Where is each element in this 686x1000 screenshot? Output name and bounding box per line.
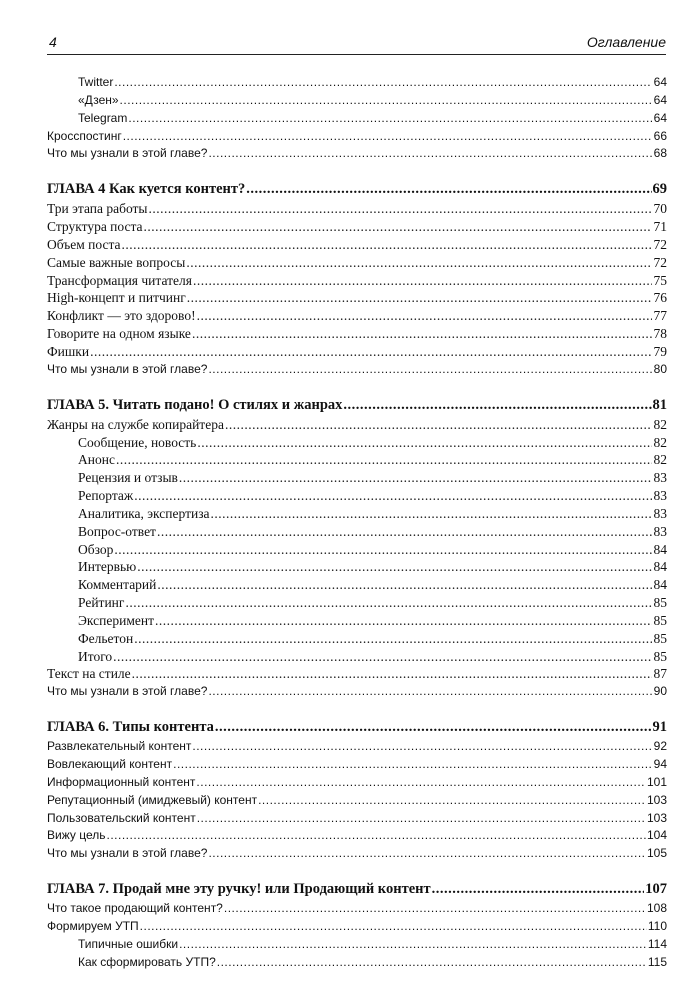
entry-title: Фельетон (78, 630, 134, 646)
entry-title: Текст на стиле (47, 666, 131, 682)
dot-leader (258, 792, 646, 810)
dot-leader (193, 272, 652, 290)
dot-leader (215, 716, 652, 738)
toc-entry (47, 434, 667, 452)
page-ref: 94 (653, 757, 667, 771)
page-ref: 72 (653, 254, 667, 270)
dot-leader (208, 683, 652, 701)
toc-entry (47, 756, 667, 774)
dot-leader (106, 827, 645, 845)
entry-title: Трансформация читателя (47, 272, 192, 288)
dot-leader (197, 434, 652, 452)
entry-title: Рейтинг (78, 595, 125, 611)
toc-chapter-entry (47, 394, 667, 416)
page-ref: 110 (647, 918, 667, 933)
dot-leader (173, 756, 652, 774)
toc-entry (47, 469, 667, 487)
entry-title: Сообщение, новость (78, 434, 197, 450)
dot-leader (134, 630, 652, 648)
toc-entry (47, 110, 667, 128)
dot-leader (179, 469, 652, 487)
toc-entry (47, 594, 667, 612)
page-ref: 70 (653, 201, 667, 217)
entry-title: Объем поста (47, 236, 121, 252)
entry-title: Конфликт — это здорово! (47, 308, 196, 324)
page-ref: 66 (653, 128, 667, 143)
page-ref: 68 (653, 146, 667, 161)
page-ref: 82 (653, 434, 667, 450)
dot-leader (144, 218, 652, 236)
toc-entry (47, 272, 667, 290)
dot-leader (187, 289, 652, 307)
toc-entry (47, 218, 667, 236)
page-ref: 77 (653, 308, 667, 324)
dot-leader (122, 236, 652, 254)
toc-chapter-entry (47, 178, 667, 200)
dot-leader (157, 576, 652, 594)
entry-title: Говорите на одном языке (47, 326, 191, 342)
toc-entry (47, 558, 667, 576)
page-ref: 114 (647, 936, 667, 951)
page-ref: 69 (652, 181, 667, 198)
entry-title: «Дзен» (78, 92, 119, 107)
entry-title: Репутационный (имиджевый) контент (47, 792, 258, 807)
page-ref: 64 (653, 110, 667, 125)
entry-title: Итого (78, 648, 113, 664)
toc-entry (47, 451, 667, 469)
toc-entry (47, 487, 667, 505)
dot-leader (197, 810, 646, 828)
dot-leader (217, 954, 647, 972)
page-header (47, 34, 666, 55)
entry-title: Анонс (78, 452, 115, 468)
page-ref: 105 (646, 846, 667, 861)
toc-entry (47, 289, 667, 307)
dot-leader (208, 845, 646, 863)
entry-title: Фишки (47, 343, 90, 359)
dot-leader (432, 878, 645, 900)
dot-leader (137, 558, 652, 576)
chapter-title: ГЛАВА 7. Продай мне эту ручку! или Продающий контент (47, 881, 431, 898)
page-ref: 83 (653, 523, 667, 539)
page-ref: 91 (652, 719, 667, 736)
entry-title: Эксперимент (78, 612, 154, 628)
dot-leader (116, 451, 652, 469)
dot-leader (197, 307, 652, 325)
page-ref: 83 (653, 505, 667, 521)
page-ref: 101 (646, 774, 667, 789)
toc-entry (47, 612, 667, 630)
toc-entry (47, 361, 667, 379)
page-ref: 79 (653, 343, 667, 359)
toc-entry (47, 236, 667, 254)
toc-entry (47, 665, 667, 683)
toc-entry (47, 774, 667, 792)
dot-leader (128, 110, 652, 128)
entry-title: Что такое продающий контент? (47, 901, 223, 916)
page-ref: 103 (646, 810, 667, 825)
entry-title: Что мы узнали в этой главе? (47, 684, 208, 699)
toc-entry (47, 936, 667, 954)
dot-leader (132, 665, 652, 683)
entry-title: Комментарий (78, 577, 157, 593)
dot-leader (196, 774, 646, 792)
toc-entry (47, 648, 667, 666)
page-ref: 84 (653, 559, 667, 575)
toc-entry (47, 307, 667, 325)
dot-leader (192, 325, 652, 343)
page-ref: 84 (653, 541, 667, 557)
page-ref: 85 (653, 612, 667, 628)
page-ref: 72 (653, 236, 667, 252)
entry-title: Типичные ошибки (78, 936, 179, 951)
dot-leader (155, 612, 652, 630)
entry-title: Telegram (78, 110, 128, 125)
page-number: 4 (49, 34, 57, 50)
entry-title: High-концепт и питчинг (47, 290, 186, 306)
page-ref: 80 (653, 361, 667, 376)
dot-leader (225, 416, 652, 434)
dot-leader (149, 200, 653, 218)
toc-entry (47, 343, 667, 361)
page-ref: 107 (645, 881, 667, 898)
dot-leader (120, 92, 652, 110)
chapter-title: ГЛАВА 4 Как куется контент? (47, 181, 246, 198)
toc-entry (47, 683, 667, 701)
page-ref: 108 (646, 901, 667, 916)
entry-title: Кросспостинг (47, 128, 122, 143)
entry-title: Обзор (78, 541, 114, 557)
dot-leader (90, 343, 652, 361)
page-ref: 90 (653, 684, 667, 699)
toc-entry (47, 738, 667, 756)
entry-title: Аналитика, экспертиза (78, 505, 210, 521)
entry-title: Жанры на службе копирайтера (47, 416, 224, 432)
entry-title: Как сформировать УТП? (78, 954, 216, 969)
toc-entry (47, 845, 667, 863)
entry-title: Что мы узнали в этой главе? (47, 146, 208, 161)
entry-title: Информационный контент (47, 774, 196, 789)
page-ref: 85 (653, 648, 667, 664)
dot-leader (114, 541, 652, 559)
chapter-title: ГЛАВА 5. Читать подано! О стилях и жанрах (47, 396, 343, 413)
entry-title: Развлекательный контент (47, 739, 192, 754)
toc-entry (47, 918, 667, 936)
page-ref: 75 (653, 272, 667, 288)
page-ref: 104 (646, 828, 667, 843)
page-ref: 64 (653, 92, 667, 107)
entry-title: Три этапа работы (47, 201, 148, 217)
dot-leader (192, 738, 652, 756)
page-ref: 115 (647, 954, 667, 969)
toc-entry (47, 576, 667, 594)
chapter-title: ГЛАВА 6. Типы контента (47, 719, 214, 736)
page-ref: 84 (653, 577, 667, 593)
page-ref: 87 (653, 666, 667, 682)
entry-title: Что мы узнали в этой главе? (47, 361, 208, 376)
toc-entry (47, 200, 667, 218)
dot-leader (134, 487, 652, 505)
page-ref: 83 (653, 470, 667, 486)
page-ref: 64 (653, 75, 667, 89)
toc-entry (47, 810, 667, 828)
toc-entry (47, 145, 667, 163)
dot-leader (123, 128, 652, 146)
dot-leader (140, 918, 647, 936)
dot-leader (113, 648, 652, 666)
entry-title: Структура поста (47, 219, 143, 235)
dot-leader (125, 594, 652, 612)
page-ref: 82 (653, 452, 667, 468)
dot-leader (157, 523, 652, 541)
page-ref: 92 (653, 739, 667, 754)
entry-title: Пользовательский контент (47, 810, 196, 825)
toc-entry (47, 523, 667, 541)
dot-leader (114, 74, 652, 92)
page-ref: 103 (646, 792, 667, 807)
entry-title: Интервью (78, 559, 137, 575)
entry-title: Формируем УТП (47, 918, 139, 933)
entry-title: Репортаж (78, 488, 134, 504)
page-ref: 83 (653, 488, 667, 504)
page-ref: 81 (652, 396, 667, 413)
dot-leader (208, 361, 652, 379)
page-ref: 82 (653, 416, 667, 432)
toc-entry (47, 74, 667, 92)
toc-entry (47, 630, 667, 648)
entry-title: Вовлекающий контент (47, 757, 173, 771)
toc-entry (47, 92, 667, 110)
dot-leader (208, 145, 652, 163)
entry-title: Вижу цель (47, 828, 106, 843)
page-ref: 85 (653, 630, 667, 646)
entry-title: Самые важные вопросы (47, 254, 186, 270)
toc-entry (47, 792, 667, 810)
toc-entry (47, 416, 667, 434)
toc-entry (47, 827, 667, 845)
section-title: Оглавление (586, 34, 666, 50)
toc-chapter-entry (47, 878, 667, 900)
dot-leader (246, 178, 651, 200)
page-ref: 78 (653, 326, 667, 342)
dot-leader (186, 254, 652, 272)
table-of-contents (47, 74, 667, 971)
entry-title: Рецензия и отзыв (78, 470, 178, 486)
toc-entry (47, 325, 667, 343)
toc-entry (47, 900, 667, 918)
dot-leader (179, 936, 647, 954)
dot-leader (224, 900, 646, 918)
dot-leader (211, 505, 652, 523)
toc-entry (47, 505, 667, 523)
dot-leader (343, 394, 651, 416)
toc-entry (47, 254, 667, 272)
entry-title: Twitter (78, 75, 114, 89)
toc-entry (47, 954, 667, 972)
page-ref: 76 (653, 290, 667, 306)
toc-entry (47, 128, 667, 146)
page-ref: 71 (653, 219, 667, 235)
toc-entry (47, 541, 667, 559)
page-ref: 85 (653, 595, 667, 611)
entry-title: Вопрос-ответ (78, 523, 156, 539)
entry-title: Что мы узнали в этой главе? (47, 846, 208, 861)
toc-chapter-entry (47, 716, 667, 738)
